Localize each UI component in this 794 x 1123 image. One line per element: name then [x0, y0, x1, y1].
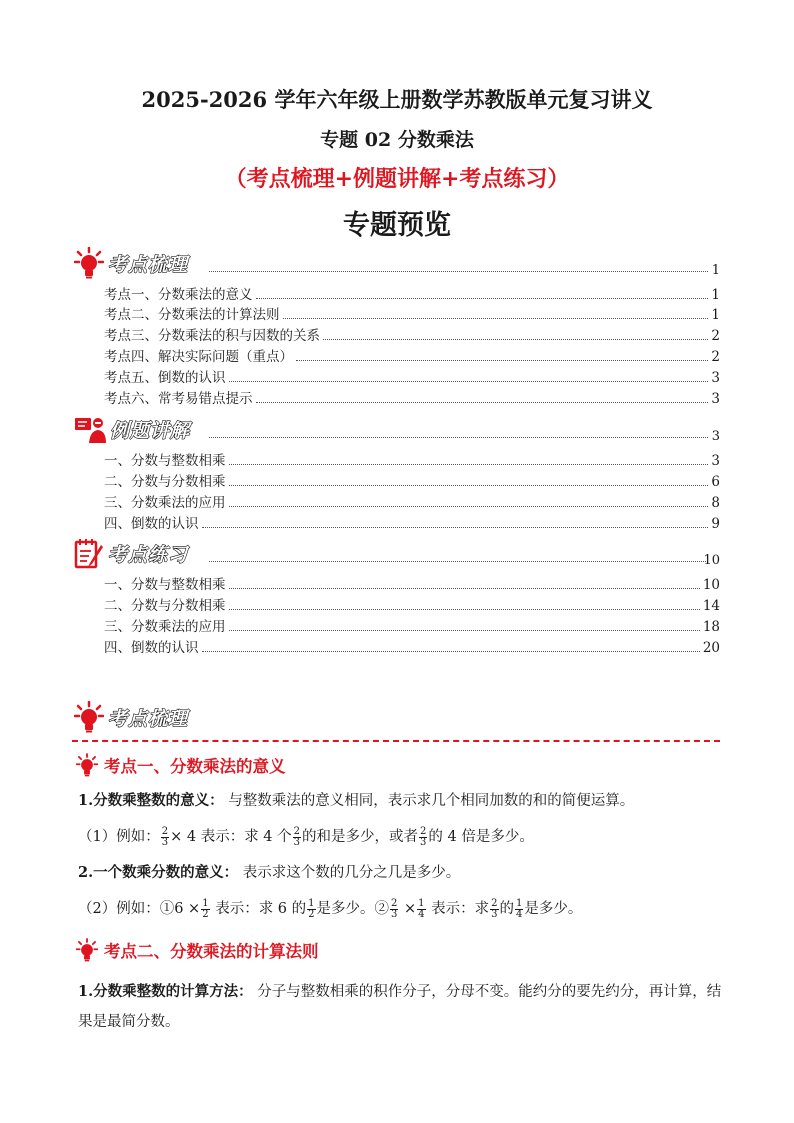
kp1-definition-2: 2.一个数乘分数的意义： 表示求这个数的几分之几是多少。: [78, 864, 461, 881]
document-title: 2025-2026 学年六年级上册数学苏教版单元复习讲义: [141, 87, 653, 112]
toc-page-number: 3: [711, 429, 720, 444]
section-badge-kaodian: 考点梳理: [74, 700, 188, 734]
kp2-definition-1: 1.分数乘整数的计算方法： 分子与整数相乘的积作分子，分母不变。能约分的要先约分，再计算，结果是最简分数。: [78, 983, 722, 1030]
fraction: $\frac{2}{3}$: [391, 897, 398, 920]
toc-item[interactable]: 二、分数与分数相乘 14: [104, 598, 720, 614]
toc-leader: [209, 271, 708, 272]
topic-subtitle: （考点梳理+例题讲解+考点练习）: [224, 166, 570, 192]
toc-item[interactable]: 考点二、分数乘法的计算法则 1: [104, 307, 720, 323]
toc-badge: 考点练习: [74, 536, 188, 570]
toc-item[interactable]: 考点六、常考易错点提示 3: [104, 391, 720, 407]
fraction: $\frac{1}{4}$: [418, 897, 425, 920]
toc-section-lianxi[interactable]: [74, 536, 720, 570]
toc-item[interactable]: 一、分数与整数相乘 10: [104, 577, 720, 593]
toc-page-number: 1: [711, 263, 720, 278]
toc-badge: 考点梳理: [74, 246, 188, 280]
section-divider: [72, 740, 720, 742]
toc-leader: [209, 437, 708, 438]
fraction: $\frac{1}{4}$: [516, 897, 523, 920]
toc-leader: [209, 561, 708, 562]
toc-item[interactable]: 考点一、分数乘法的意义 1: [104, 287, 720, 303]
fraction: $\frac{1}{2}$: [202, 897, 209, 920]
lightbulb-icon: [74, 701, 104, 733]
toc-item[interactable]: 考点五、倒数的认识 3: [104, 370, 720, 386]
kp1-example-1: （1）例如： $\frac{2}{3}$ × 4 表示：求 4 个 $\frac{2}{3}$ 的和是多少，或者 $\frac{2}{3}$ 的 4 倍是多少。: [78, 825, 534, 848]
kp2-heading: 考点二、分数乘法的计算法则: [76, 936, 319, 964]
toc-item[interactable]: 四、倒数的认识 9: [104, 516, 720, 532]
toc-item[interactable]: 一、分数与整数相乘 3: [104, 453, 720, 469]
fraction: $\frac{2}{3}$: [293, 825, 301, 848]
toc-section-liti[interactable]: [74, 412, 720, 446]
fraction: $\frac{2}{3}$: [161, 825, 169, 848]
lightbulb-icon: [76, 938, 98, 962]
teacher-icon: [74, 414, 106, 444]
toc-item[interactable]: 二、分数与分数相乘 6: [104, 474, 720, 490]
fraction: $\frac{2}{3}$: [491, 897, 498, 920]
kp1-example-2: （2）例如：①6 × $\frac{1}{2}$ 表示：求 6 的 $\frac{1}{2}$ 是多少。② $\frac{2}{3}$ × $\frac{1}{4}$ 表示：求 $\frac{2}{3}$ 的 $\frac{1}{4}$ 是多少。: [78, 897, 583, 920]
fraction: $\frac{1}{2}$: [308, 897, 315, 920]
lightbulb-icon: [74, 247, 104, 279]
toc-page-number: 10: [703, 553, 720, 568]
lightbulb-icon: [76, 753, 98, 777]
toc-item[interactable]: 三、分数乘法的应用 8: [104, 495, 720, 511]
toc-item[interactable]: 四、倒数的认识 20: [104, 640, 720, 656]
toc-item[interactable]: 考点三、分数乘法的积与因数的关系 2: [104, 328, 720, 344]
toc-item[interactable]: 三、分数乘法的应用 18: [104, 619, 720, 635]
topic-title: 专题 02 分数乘法: [320, 129, 474, 151]
kp1-definition-1: 1.分数乘整数的意义： 与整数乘法的意义相同，表示求几个相同加数的和的简便运算。: [78, 792, 635, 809]
toc-section-kaodian[interactable]: [74, 246, 720, 280]
toc-item[interactable]: 考点四、解决实际问题（重点） 2: [104, 349, 720, 365]
toc-badge: 例题讲解: [74, 412, 190, 446]
notepad-pencil-icon: [74, 537, 104, 569]
kp1-heading: 考点一、分数乘法的意义: [76, 751, 286, 779]
preview-heading: 专题预览: [343, 210, 451, 241]
fraction: $\frac{2}{3}$: [420, 825, 427, 848]
